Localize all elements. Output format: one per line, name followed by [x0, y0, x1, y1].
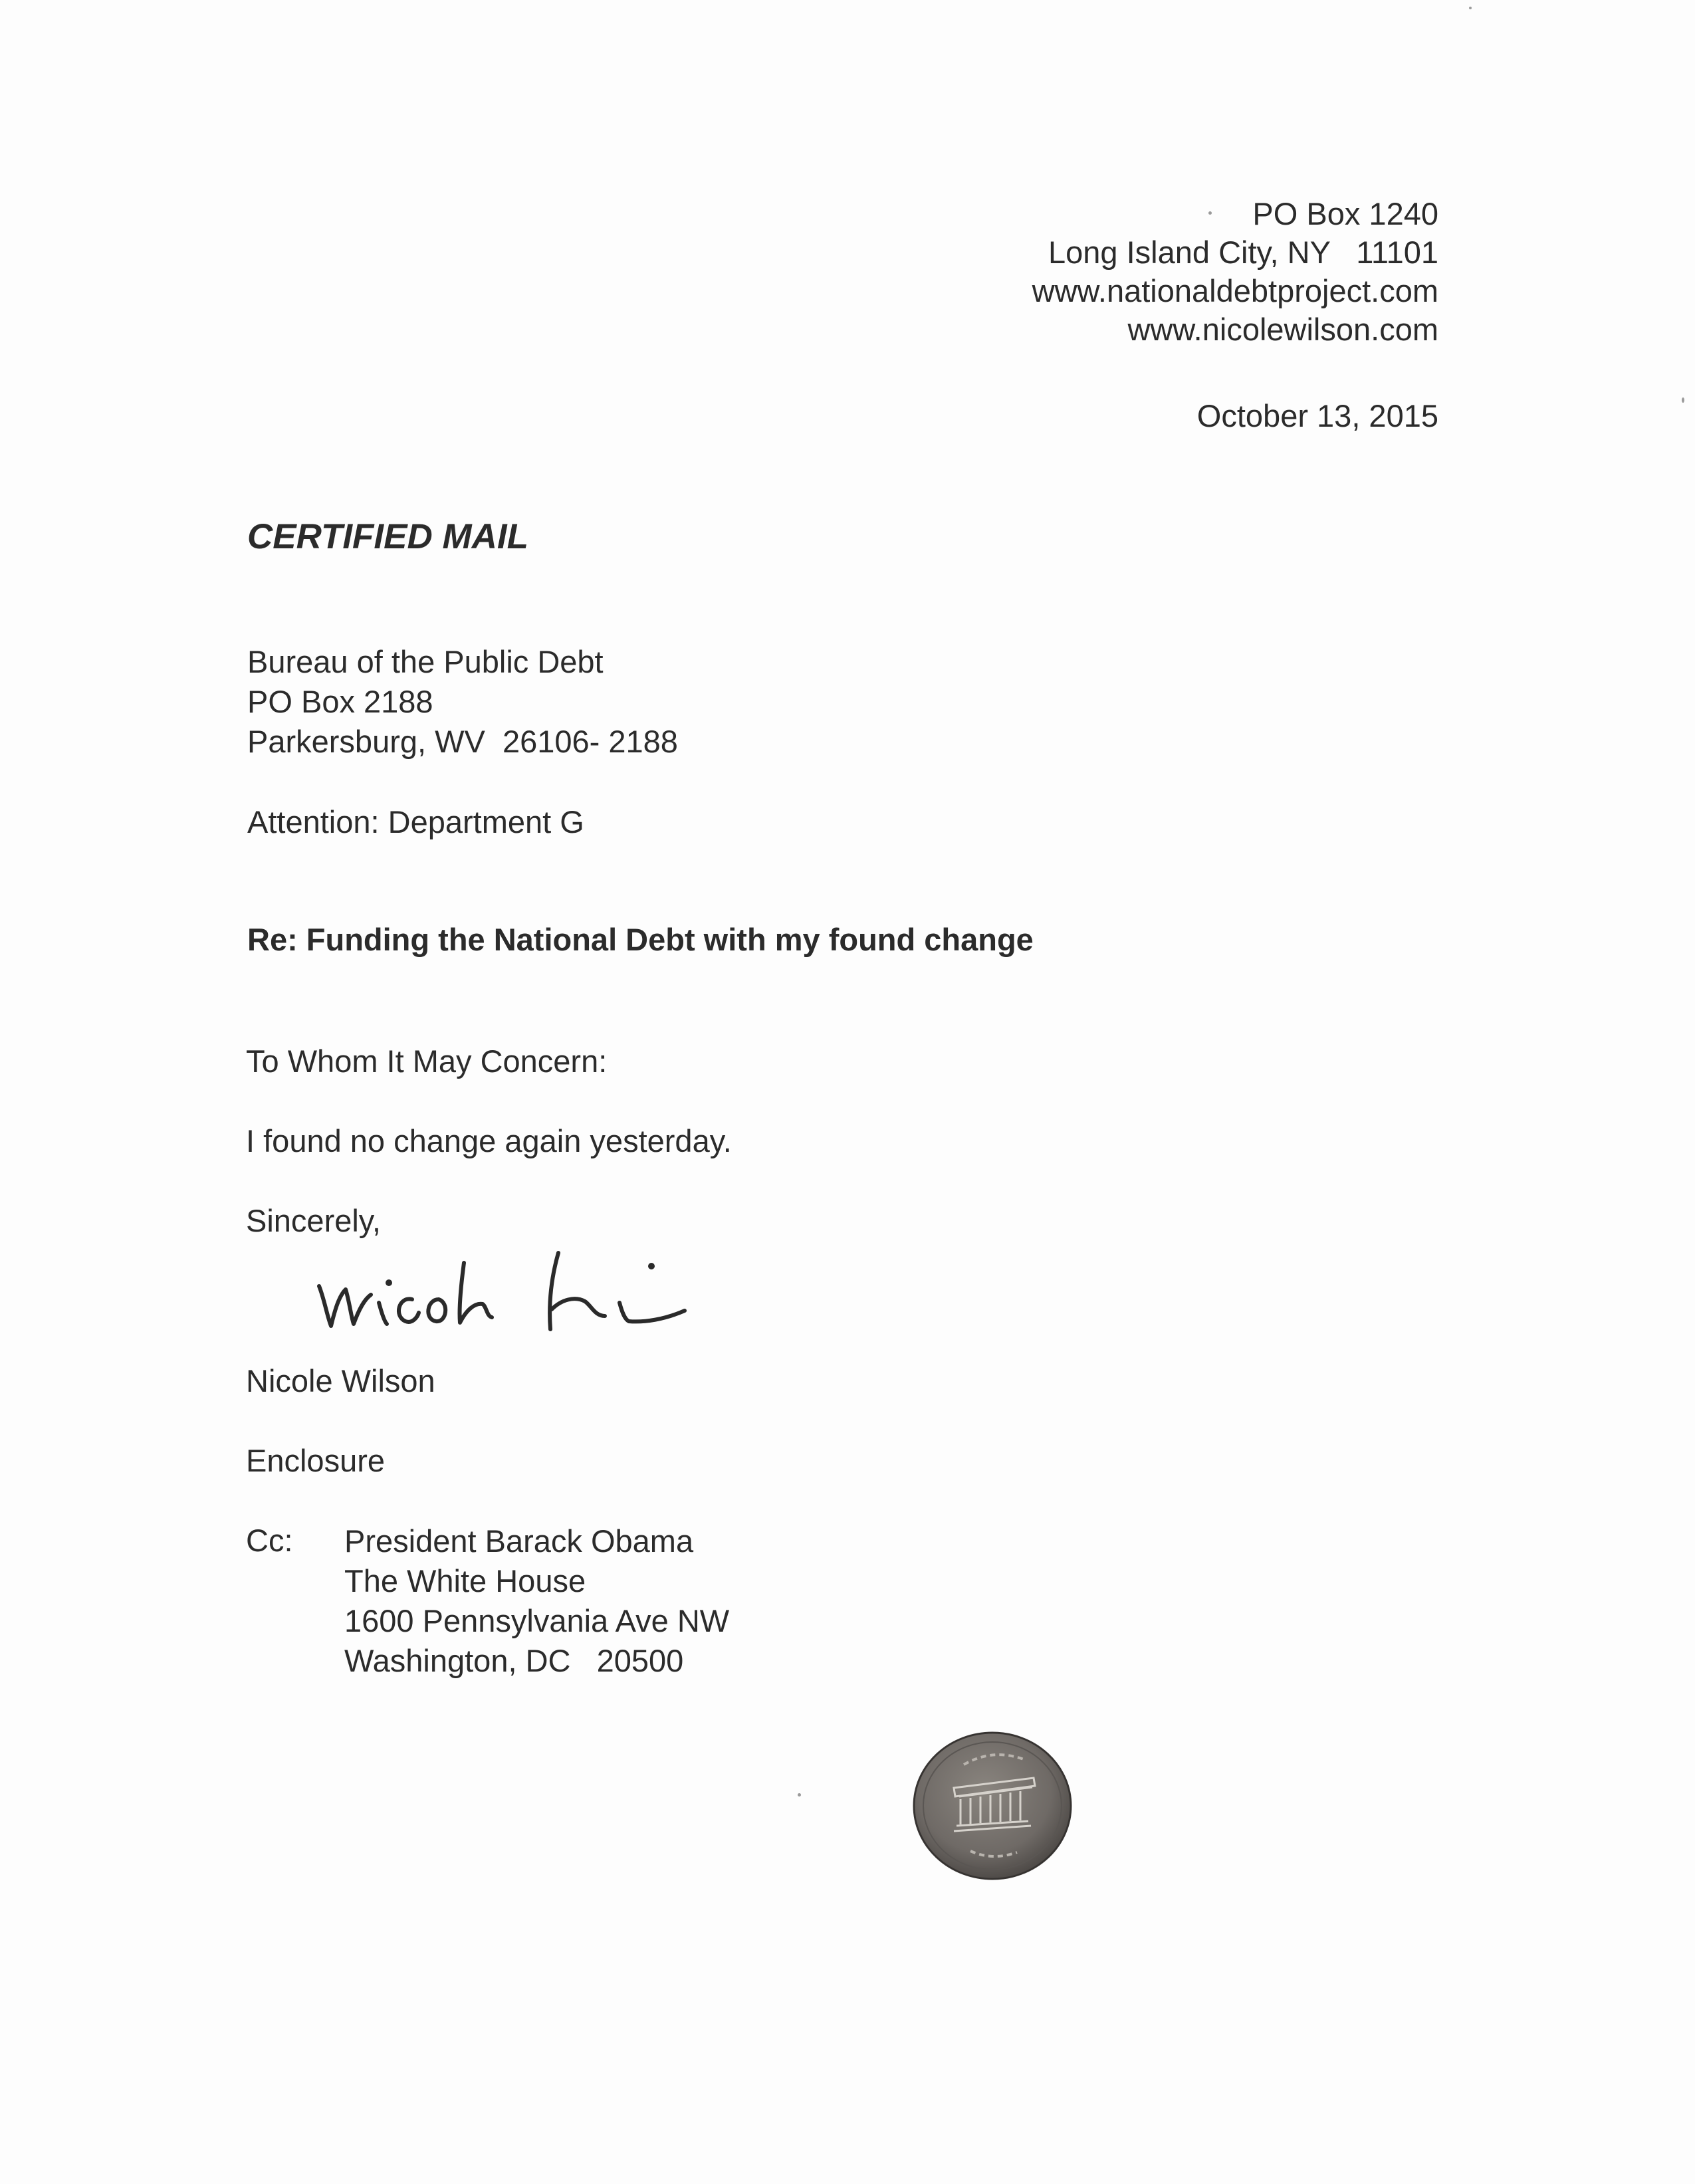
- sender-line-3: www.nationaldebtproject.com: [1032, 273, 1438, 308]
- sender-address: [1032, 195, 1438, 349]
- scan-speck: [1682, 397, 1684, 403]
- recipient-address: [247, 642, 678, 762]
- cc-line-2: The White House: [344, 1563, 586, 1598]
- letter-date: October 13, 2015: [1196, 398, 1438, 433]
- scan-speck: [1208, 211, 1212, 215]
- cc-label: Cc:: [246, 1523, 293, 1558]
- recipient-line-3: Parkersburg, WV 26106- 2188: [247, 724, 678, 759]
- closing: Sincerely,: [246, 1203, 381, 1238]
- letter-body: I found no change again yesterday.: [246, 1123, 732, 1158]
- attention-line: Attention: Department G: [247, 804, 584, 839]
- scan-speck: [1469, 7, 1472, 9]
- cc-recipient: [344, 1521, 729, 1681]
- subject-line: Re: Funding the National Debt with my found change: [247, 922, 1034, 957]
- salutation: To Whom It May Concern:: [246, 1043, 608, 1079]
- sender-line-4: www.nicolewilson.com: [1127, 312, 1438, 347]
- recipient-line-1: Bureau of the Public Debt: [247, 644, 604, 679]
- sender-line-1: PO Box 1240: [1252, 196, 1438, 231]
- recipient-line-2: PO Box 2188: [247, 684, 433, 719]
- coin-image: [907, 1725, 1074, 1891]
- signer-name: Nicole Wilson: [246, 1363, 435, 1398]
- cc-line-4: Washington, DC 20500: [344, 1643, 684, 1678]
- scan-speck: [798, 1793, 801, 1797]
- cc-line-3: 1600 Pennsylvania Ave NW: [344, 1603, 730, 1638]
- certified-mail-heading: CERTIFIED MAIL: [247, 517, 529, 556]
- sender-line-2: Long Island City, NY 11101: [1048, 235, 1438, 270]
- signature-image: [312, 1236, 698, 1336]
- enclosure-note: Enclosure: [246, 1443, 385, 1478]
- cc-line-1: President Barack Obama: [344, 1523, 694, 1559]
